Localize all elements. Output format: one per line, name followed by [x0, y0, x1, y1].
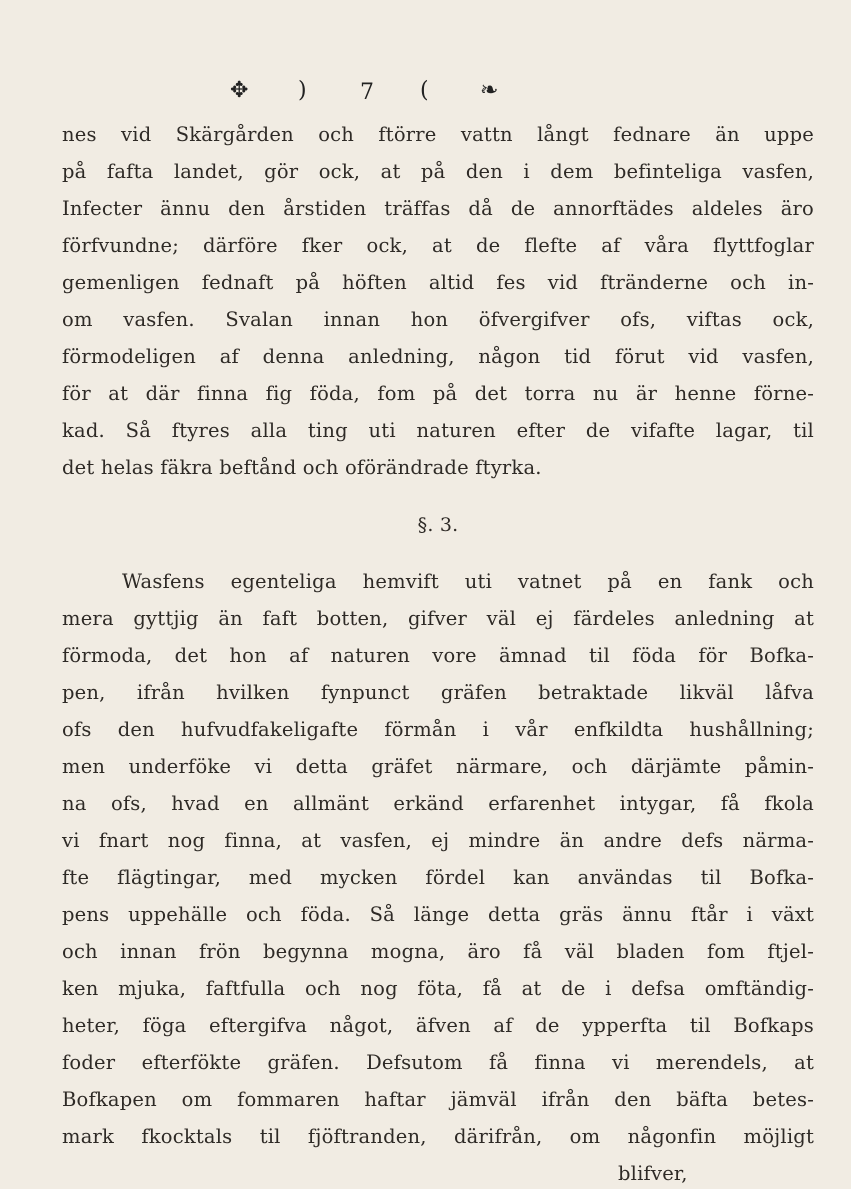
text-line: på fafta landet, gör ock, at på den i dem befinteliga vasfen,: [62, 160, 814, 183]
text-line: förmoda, det hon af naturen vore ämnad til föda för Bofka-: [62, 644, 814, 667]
text-line: det helas fäkra beftånd och oförändrade ftyrka.: [62, 456, 542, 479]
text-line: foder efterfökte gräfen. Defsutom få finna vi merendels, at: [62, 1051, 814, 1074]
text-line: nes vid Skärgården och ftörre vattn långt fednare än uppe: [62, 123, 814, 146]
page-number: 7: [360, 80, 374, 105]
header-paren-left: ): [298, 78, 307, 103]
text-line: för at där finna fig föda, fom på det torra nu är henne förne-: [62, 382, 814, 405]
text-line: förfvundne; därföre fker ock, at de flefte af våra flyttfoglar: [62, 234, 814, 257]
ornament-right-icon: ❧: [480, 78, 499, 103]
text-line: fte flägtingar, med mycken fördel kan användas til Bofka-: [62, 866, 814, 889]
text-line: ken mjuka, faftfulla och nog föta, få at de i defsa omftändig-: [62, 977, 814, 1000]
text-line: men underföke vi detta gräfet närmare, och därjämte påmin-: [62, 755, 814, 778]
text-line: Infecter ännu den årstiden träffas då de annorftädes aldeles äro: [62, 197, 814, 220]
header-paren-right: (: [420, 78, 429, 103]
text-line: kad. Så ftyres alla ting uti naturen efter de vifafte lagar, til: [62, 419, 814, 442]
text-line: pen, ifrån hvilken fynpunct gräfen betraktade likväl låfva: [62, 681, 814, 704]
text-line: om vasfen. Svalan innan hon öfvergifver ofs, viftas ock,: [62, 308, 814, 331]
text-line: Wasfens egenteliga hemvift uti vatnet på en fank och: [122, 570, 814, 593]
text-line: mark fkocktals til fjöftranden, därifrån, om någonfin möjligt: [62, 1125, 814, 1148]
text-line: pens uppehälle och föda. Så länge detta gräs ännu ftår i växt: [62, 903, 814, 926]
text-line: na ofs, hvad en allmänt erkänd erfarenhet intygar, få fkola: [62, 792, 814, 815]
text-line: ofs den hufvudfakeligafte förmån i vår enfkildta hushållning;: [62, 718, 814, 741]
text-line: gemenligen fednaft på höften altid fes vid ftränderne och in-: [62, 271, 814, 294]
ornament-left-icon: ✥: [230, 78, 249, 103]
text-line: Bofkapen om fommaren haftar jämväl ifrån den bäfta betes-: [62, 1088, 814, 1111]
text-line: vi fnart nog finna, at vasfen, ej mindre än andre defs närma-: [62, 829, 814, 852]
text-line: heter, föga eftergifva något, äfven af de ypperfta til Bofkaps: [62, 1014, 814, 1037]
catchword: blifver,: [618, 1162, 688, 1185]
page-header: [230, 78, 530, 108]
section-heading: §. 3.: [417, 514, 459, 536]
text-line: förmodeligen af denna anledning, någon tid förut vid vasfen,: [62, 345, 814, 368]
text-line: mera gyttjig än faft botten, gifver väl ej färdeles anledning at: [62, 607, 814, 630]
text-line: och innan frön begynna mogna, äro få väl bladen fom ftjel-: [62, 940, 814, 963]
